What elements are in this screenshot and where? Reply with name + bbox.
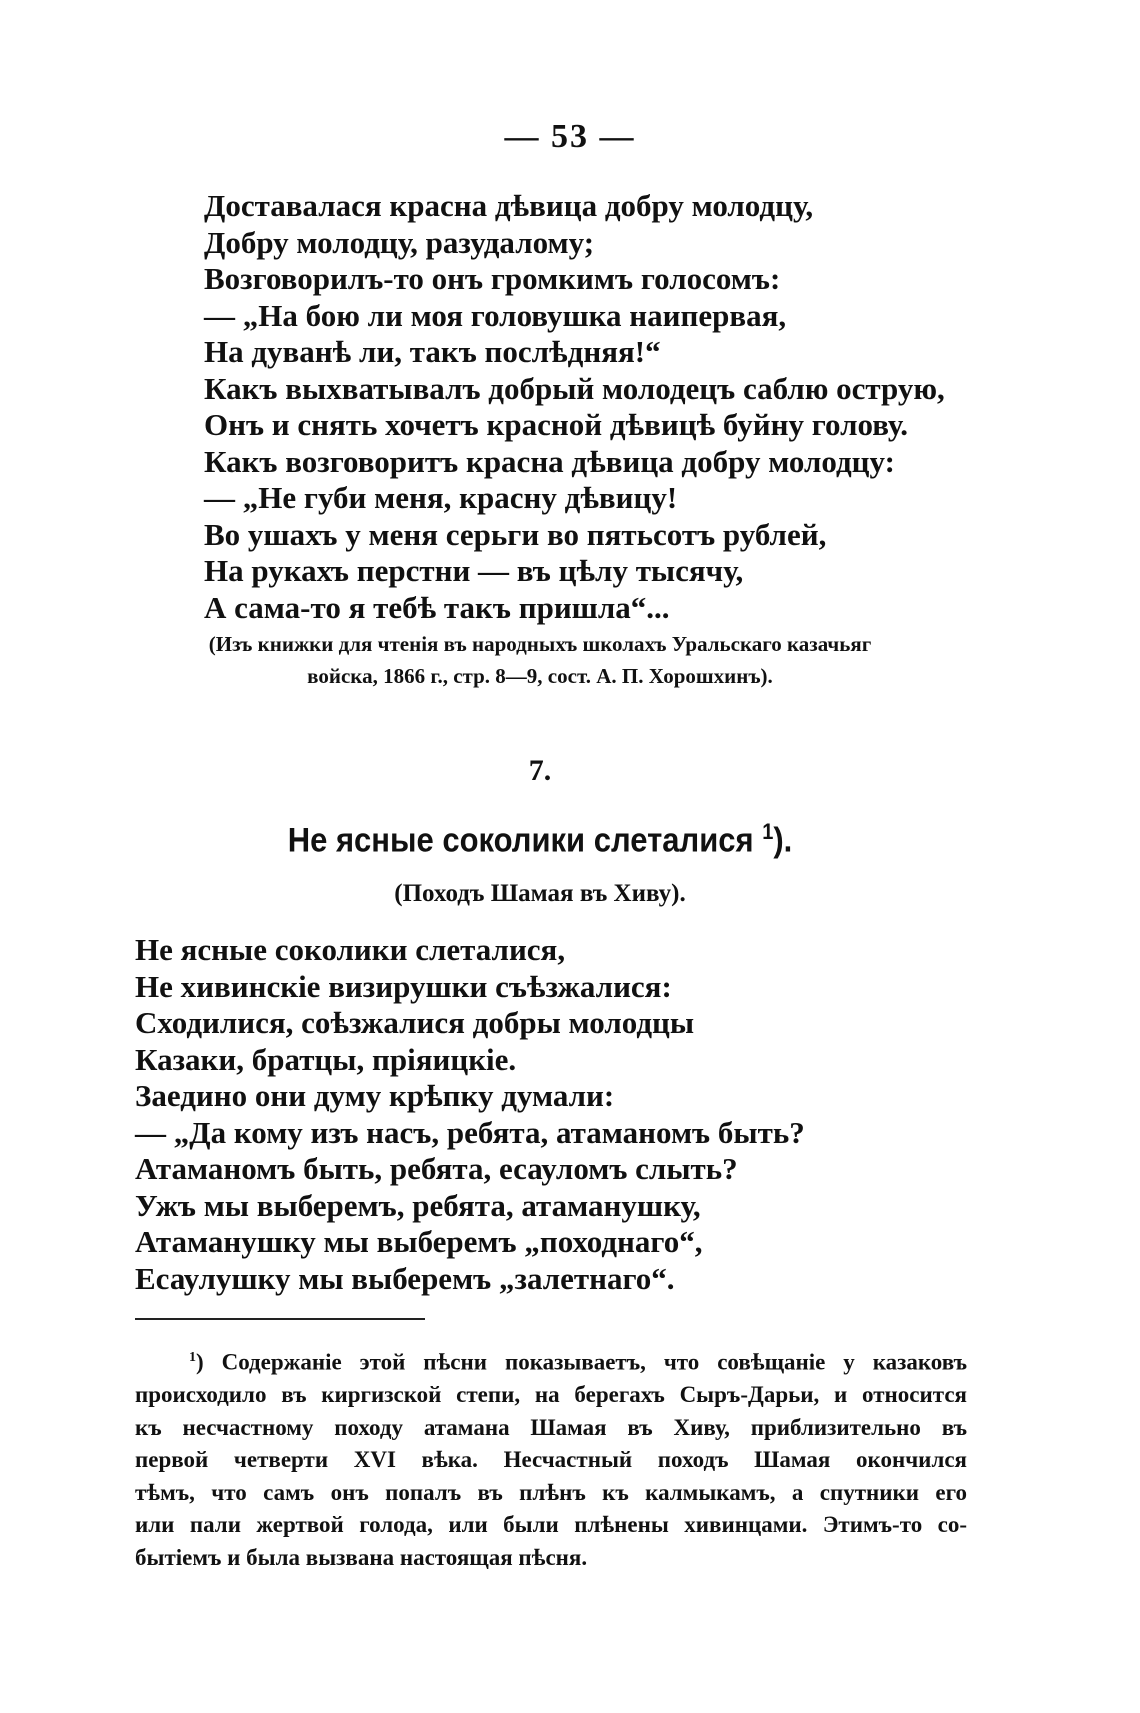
verse-line: Какъ возговоритъ красна дѣвица добру молодцу:	[204, 443, 895, 479]
title-footnote-mark: 1	[762, 820, 774, 845]
verse-line: — „На бою ли моя головушка наипервая,	[204, 297, 787, 333]
verse-line: А сама-то я тебѣ такъ пришла“...	[204, 589, 670, 625]
footnote-line: къ несчастному походу атамана Шамая въ Хиву, приблизительно въ	[135, 1414, 967, 1440]
verse-line: Доставалася красна дѣвица добру молодцу,	[204, 188, 814, 223]
verse-line: Не хивинскіе визирушки съѣзжалися:	[135, 968, 672, 1004]
footnote-line: тѣмъ, что самъ онъ попалъ въ плѣнъ къ калмыкамъ, а спутники его	[135, 1479, 967, 1505]
verse-line: Атаманомъ быть, ребята, есауломъ слыть?	[135, 1151, 738, 1186]
song-title-text: Не ясные соколики слеталися	[287, 820, 754, 860]
verse-line: Заедино они думу крѣпку думали:	[135, 1078, 615, 1113]
verse-line: — „Да кому изъ насъ, ребята, атаманомъ быть?	[135, 1114, 805, 1150]
verse-line: Казаки, братцы, пріяицкіе.	[135, 1041, 517, 1077]
footnote-divider	[135, 1318, 425, 1320]
footnote-line: первой четверти XVI вѣка. Несчастный походъ Шамая окончился	[135, 1447, 967, 1473]
page-number: — 53 —	[504, 118, 636, 155]
verse-line: Возговорилъ-то онъ громкимъ голосомъ:	[204, 261, 781, 296]
verse-line: Не ясные соколики слеталися,	[135, 932, 566, 967]
song-title	[0, 820, 1080, 860]
footnote-mark: 1	[189, 1350, 196, 1365]
verse-line: Онъ и снять хочетъ красной дѣвицѣ буйну голову.	[204, 407, 909, 442]
source-citation	[120, 628, 960, 692]
source-line-1: (Изъ книжки для чтенія въ народныхъ школахъ Уральскаго казачьяг	[208, 632, 872, 656]
verse-line: Атаманушку мы выберемъ „походнаго“,	[135, 1224, 703, 1259]
verse-line: Во ушахъ у меня серьги во пятьсотъ рублей,	[204, 516, 827, 552]
source-line-2: войска, 1866 г., стр. 8—9, сост. А. П. Хорошхинъ).	[307, 664, 773, 688]
verse-block-song-7	[135, 932, 805, 1297]
song-subtitle: (Походъ Шамая въ Хиву).	[394, 880, 686, 907]
verse-line: Есаулушку мы выберемъ „залетнаго“.	[135, 1260, 675, 1296]
verse-line: Какъ выхватывалъ добрый молодецъ саблю острую,	[204, 370, 945, 406]
verse-line: Сходилися, соѣзжалися добры молодцы	[135, 1005, 695, 1040]
footnote-line: бытіемъ и была вызвана настоящая пѣсня.	[135, 1544, 588, 1570]
verse-line: На дуванѣ ли, такъ послѣдняя!“	[204, 334, 661, 369]
title-close: ).	[773, 820, 793, 860]
verse-line: Ужъ мы выберемъ, ребята, атаманушку,	[135, 1187, 701, 1223]
footnote-line: или пали жертвой голода, или были плѣнены хивинцами. Этимъ-то со-	[135, 1512, 967, 1538]
verse-block-previous-song	[204, 188, 945, 626]
footnote	[135, 1342, 967, 1574]
verse-line: Добру молодцу, разудалому;	[204, 224, 595, 260]
footnote-line: $^1$) Содержаніе этой пѣсни показываетъ, что совѣщаніе у казаковъ	[189, 1349, 967, 1375]
verse-line: — „Не губи меня, красну дѣвицу!	[204, 480, 678, 515]
song-number: 7.	[528, 754, 552, 787]
footnote-line: происходило въ киргизской степи, на берегахъ Сыръ-Дарьи, и относится	[135, 1382, 967, 1408]
verse-line: На рукахъ перстни — въ цѣлу тысячу,	[204, 553, 744, 588]
